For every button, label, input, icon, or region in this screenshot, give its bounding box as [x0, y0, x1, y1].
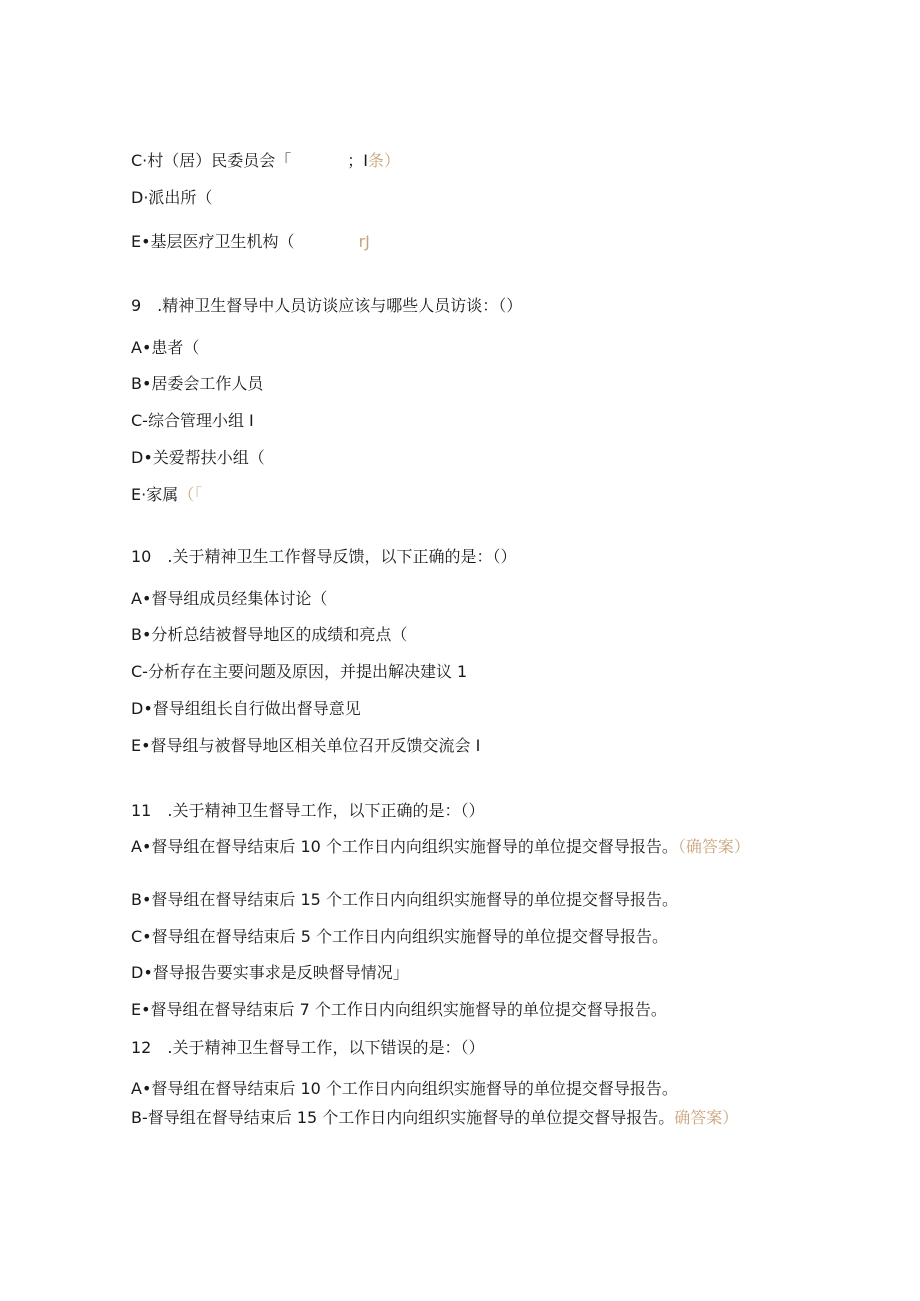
q11-option-e	[131, 999, 667, 1021]
q11-option-a	[131, 836, 771, 858]
option-text: A•督导组成员经集体讨论（	[131, 589, 328, 608]
option-c-village-committee	[131, 150, 400, 172]
question-11	[131, 800, 484, 822]
q11-option-c	[131, 926, 668, 948]
option-text: B-督导组在督导结束后 15 个工作日内向组织实施督导的单位提交督导报告。	[131, 1108, 675, 1127]
q11-option-d	[131, 962, 409, 984]
question-10	[131, 546, 516, 568]
option-text: D•督导报告要实事求是反映督导情况」	[131, 963, 409, 982]
option-text: E•督导组与被督导地区相关单位召开反馈交流会 I	[131, 736, 481, 755]
q9-option-c	[131, 410, 254, 432]
question-12	[131, 1037, 484, 1059]
option-text: A•督导组在督导结束后 10 个工作日内向组织实施督导的单位提交督导报告。	[131, 837, 678, 856]
q9-option-a	[131, 337, 199, 359]
q9-option-e	[131, 484, 202, 506]
answer-annotation: 条）	[368, 151, 401, 170]
q12-option-b	[131, 1107, 738, 1129]
answer-annotation: rJ	[358, 232, 370, 251]
q10-option-a	[131, 588, 327, 610]
answer-annotation: （确答案）	[677, 837, 750, 856]
option-text: C-分析存在主要问题及原因，并提出解决建议 1	[131, 662, 468, 681]
option-text: A•督导组在督导结束后 10 个工作日内向组织实施督导的单位提交督导报告。	[131, 1079, 678, 1098]
q9-option-d	[131, 447, 265, 469]
option-text: E•督导组在督导结束后 7 个工作日内向组织实施督导的单位提交督导报告。	[131, 1000, 667, 1019]
option-text: E•基层医疗卫生机构（	[131, 232, 295, 251]
option-text: C-综合管理小组 I	[131, 411, 254, 430]
option-text: C•督导组在督导结束后 5 个工作日内向组织实施督导的单位提交督导报告。	[131, 927, 668, 946]
answer-annotation: （「	[178, 485, 203, 504]
option-text: E·家属	[131, 485, 179, 504]
question-text: 11 .关于精神卫生督导工作，以下正确的是：（）	[131, 801, 485, 820]
option-text: A•患者（	[131, 338, 200, 357]
question-text: 12 .关于精神卫生督导工作，以下错误的是：（）	[131, 1038, 485, 1057]
q10-option-d	[131, 698, 361, 720]
q10-option-c	[131, 661, 467, 683]
option-mark: ；I	[347, 151, 368, 170]
option-text: D•督导组组长自行做出督导意见	[131, 699, 361, 718]
option-text: B•居委会工作人员	[131, 374, 264, 393]
q12-option-a	[131, 1078, 678, 1100]
option-text: D·派出所（	[131, 188, 213, 207]
option-d-police-station	[131, 187, 212, 209]
option-text: B•督导组在督导结束后 15 个工作日内向组织实施督导的单位提交督导报告。	[131, 890, 678, 909]
question-text: 10 .关于精神卫生工作督导反馈，以下正确的是：（）	[131, 547, 517, 566]
question-9	[131, 295, 522, 317]
option-text: C·村（居）民委员会「	[131, 151, 292, 170]
q10-option-e	[131, 735, 480, 757]
q11-option-b	[131, 889, 678, 911]
q9-option-b	[131, 373, 263, 395]
q10-option-b	[131, 624, 407, 646]
option-text: D•关爱帮扶小组（	[131, 448, 265, 467]
answer-annotation: 确答案）	[674, 1108, 739, 1127]
option-text: B•分析总结被督导地区的成绩和亮点（	[131, 625, 408, 644]
option-e-primary-care	[131, 231, 370, 253]
question-text: 9 .精神卫生督导中人员访谈应该与哪些人员访谈：（）	[131, 296, 523, 315]
